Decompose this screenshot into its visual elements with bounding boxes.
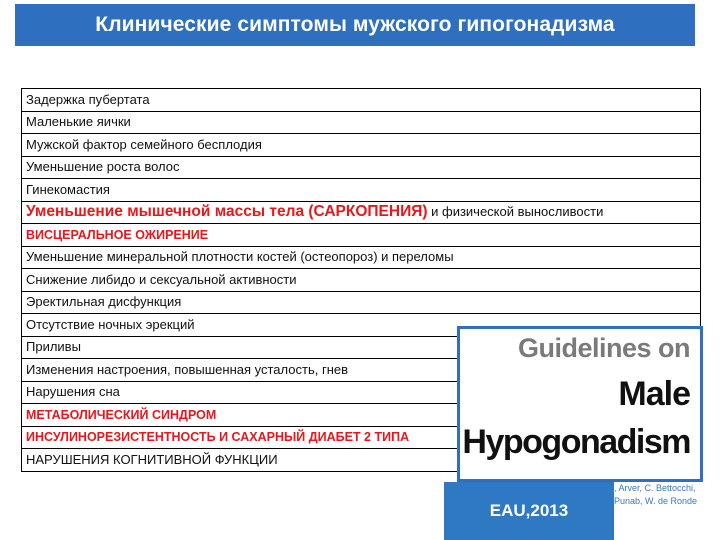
symptom-tail: и физической выносливости bbox=[427, 204, 604, 220]
symptom-cell: Снижение либидо и сексуальной активности bbox=[22, 269, 701, 292]
table-row bbox=[22, 89, 701, 112]
symptom-highlight: Уменьшение мышечной массы тела (САРКОПЕНИЯ) bbox=[26, 203, 428, 221]
table-row bbox=[22, 111, 701, 134]
slide-title: Клинические симптомы мужского гипогонадизма bbox=[95, 13, 615, 36]
eau-label: EAU,2013 bbox=[489, 501, 569, 520]
symptom-cell: Отсутствие ночных эрекций bbox=[22, 314, 701, 337]
symptom-cell: НАРУШЕНИЯ КОГНИТИВНОЙ ФУНКЦИИ bbox=[22, 449, 701, 472]
symptom-cell: Эректильная дисфункция bbox=[22, 291, 701, 314]
symptom-cell: Гинекомастия bbox=[22, 179, 701, 202]
table-row bbox=[22, 224, 701, 247]
guideline-heading: Guidelines on bbox=[517, 333, 690, 363]
symptom-cell: Нарушения сна bbox=[22, 381, 701, 404]
table-row bbox=[22, 269, 701, 292]
authors-line: , Arver, C. Bettocchi, bbox=[614, 483, 696, 493]
symptom-cell: Мужской фактор семейного бесплодия bbox=[22, 134, 701, 157]
guideline-title-male: Male bbox=[618, 375, 690, 413]
table-row bbox=[22, 134, 701, 157]
symptom-cell: Изменения настроения, повышенная усталость, гнев bbox=[22, 359, 701, 382]
authors-line: Punab, W. de Ronde bbox=[614, 496, 698, 506]
symptom-cell: Задержка пубертата bbox=[22, 89, 701, 112]
symptom-highlight: ИНСУЛИНОРЕЗИСТЕНТНОСТЬ И САХАРНЫЙ ДИАБЕТ 2 ТИПА bbox=[26, 430, 410, 445]
table-row bbox=[22, 156, 701, 179]
symptom-cell bbox=[22, 201, 701, 224]
authors-credit bbox=[614, 482, 714, 508]
guideline-title-hypogonadism: Hypogonadism bbox=[462, 423, 690, 461]
symptom-highlight: МЕТАБОЛИЧЕСКИЙ СИНДРОМ bbox=[26, 407, 217, 422]
table-row bbox=[22, 291, 701, 314]
symptom-cell bbox=[22, 224, 701, 247]
guideline-cover-card bbox=[457, 326, 703, 482]
symptom-cell: Уменьшение роста волос bbox=[22, 156, 701, 179]
symptom-cell: Уменьшение минеральной плотности костей (остеопороз) и переломы bbox=[22, 246, 701, 269]
table-row bbox=[22, 179, 701, 202]
symptom-highlight: ВИСЦЕРАЛЬНОЕ ОЖИРЕНИЕ bbox=[26, 227, 209, 242]
title-bar bbox=[15, 4, 695, 46]
symptom-cell: Маленькие яички bbox=[22, 111, 701, 134]
table-row bbox=[22, 246, 701, 269]
symptom-cell: Приливы bbox=[22, 336, 701, 359]
table-row bbox=[22, 201, 701, 224]
eau-citation-box bbox=[444, 482, 614, 540]
